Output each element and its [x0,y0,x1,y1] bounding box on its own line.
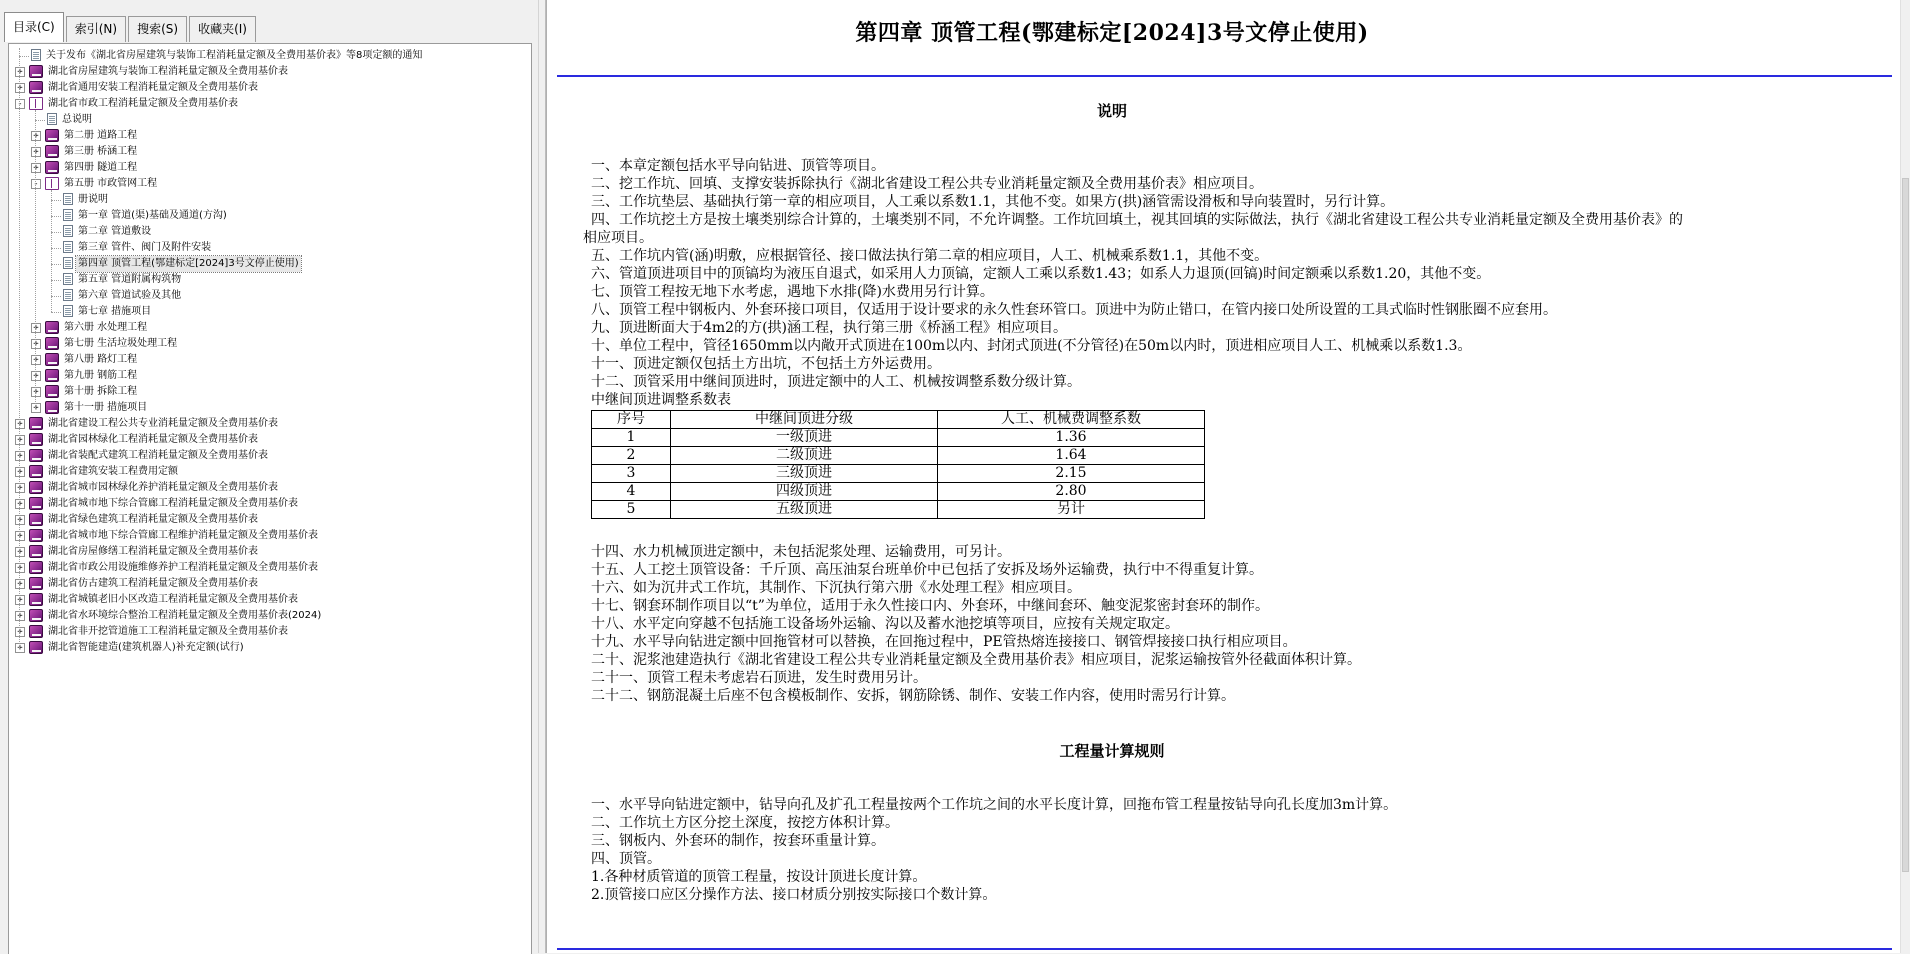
open-book-icon [29,97,43,110]
expand-icon[interactable]: + [15,579,25,589]
book-icon [45,321,59,334]
book-icon [29,65,43,78]
tree-node-label[interactable]: 湖北省房屋修缮工程消耗量定额及全费用基价表 [48,546,258,557]
book-icon [29,481,43,494]
tree-connector [51,264,61,265]
tree-node[interactable] [9,448,529,464]
tree-node-label[interactable]: 关于发布《湖北省房屋建筑与装饰工程消耗量定额及全费用基价表》等8项定额的通知 [46,50,423,61]
tree-node[interactable] [9,144,529,160]
collapse-icon[interactable]: - [31,179,41,189]
tree-node-label[interactable]: 第九册 钢筋工程 [64,370,138,381]
tree-node[interactable] [9,368,529,384]
expand-icon[interactable]: + [31,131,41,141]
tree-node[interactable] [9,512,529,528]
tree-node[interactable] [9,128,529,144]
table-cell: 五级顶进 [671,501,938,519]
expand-icon[interactable]: + [15,483,25,493]
tree-node[interactable] [9,48,529,64]
document-icon [63,209,73,221]
paragraph: 十四、水力机械顶进定额中，未包括泥浆处理、运输费用，可另计。 [591,544,1011,560]
navigation-pane [0,0,538,953]
book-icon [45,353,59,366]
tree-node-label[interactable]: 第八册 路灯工程 [64,354,138,365]
tree-node[interactable] [9,176,529,192]
tree-node-label[interactable]: 第三章 管件、阀门及附件安装 [78,242,212,253]
tree-node[interactable] [9,608,529,624]
paragraph: 六、管道顶进项目中的顶镐均为液压自退式，如采用人力顶镐，定额人工乘以系数1.43；如系人力退顶(回镐)时间定额乘以系数1.20，其他不变。 [591,266,1491,282]
book-icon [29,545,43,558]
tree-node[interactable] [9,320,529,336]
expand-icon[interactable]: + [15,531,25,541]
tree-connector [51,312,61,313]
tree-node[interactable] [9,464,529,480]
expand-icon[interactable]: + [15,67,25,77]
tree-node[interactable] [9,576,529,592]
tree-node[interactable] [9,208,529,224]
tree-node[interactable] [9,240,529,256]
tree-node-label[interactable]: 册说明 [78,194,108,205]
expand-icon[interactable]: + [31,339,41,349]
tree-node[interactable] [9,160,529,176]
tree-node[interactable] [9,480,529,496]
paragraph: 十九、水平导向钻进定额中回拖管材可以替换，在回拖过程中，PE管热熔连接接口、钢管焊接接口执行相应项目。 [591,634,1297,650]
tree-node-label[interactable]: 第四册 隧道工程 [64,162,138,173]
tree-node[interactable] [9,352,529,368]
book-icon [45,369,59,382]
tree-node-label[interactable]: 第七册 生活垃圾处理工程 [64,338,178,349]
expand-icon[interactable]: + [15,643,25,653]
section-title-notes: 说明 [1096,102,1127,120]
expand-icon[interactable]: + [31,387,41,397]
paragraph: 十七、钢套环制作项目以“t”为单位，适用于永久性接口内、外套环，中继间套环、触变泥浆密封套环的制作。 [591,598,1269,614]
tree-node-label[interactable]: 湖北省水环境综合整治工程消耗量定额及全费用基价表(2024) [48,610,322,621]
tree-node-label[interactable]: 第三册 桥涵工程 [64,146,138,157]
table-cell: 1.36 [938,429,1205,447]
tree-node-label[interactable]: 第五章 管道附属构筑物 [78,274,182,285]
chapter-title: 第四章 顶管工程(鄂建标定[2024]3号文停止使用) [855,20,1369,46]
section-title-rules: 工程量计算规则 [1059,742,1165,760]
tree-node-label[interactable]: 第二册 道路工程 [64,130,138,141]
table-cell: 1.64 [938,447,1205,465]
tree-node[interactable] [9,224,529,240]
table-header: 人工、机械费调整系数 [938,411,1205,429]
paragraph: 二十、泥浆池建造执行《湖北省建设工程公共专业消耗量定额及全费用基价表》相应项目，泥浆运输按管外径截面体积计算。 [591,652,1361,668]
paragraph: 十八、水平定向穿越不包括施工设备场外运输、沟以及蓄水池挖填等项目，应按有关规定取定。 [591,616,1179,632]
paragraph: 四、顶管。 [591,851,661,867]
tree-node-label[interactable]: 第一章 管道(渠)基础及通道(方沟) [78,210,227,221]
pane-splitter[interactable] [538,0,546,953]
tree-node-label[interactable]: 湖北省城市园林绿化养护消耗量定额及全费用基价表 [48,482,278,493]
tree-node-label[interactable]: 第十册 拆除工程 [64,386,138,397]
table-cell: 三级顶进 [671,465,938,483]
tree-node-label[interactable]: 第四章 顶管工程(鄂建标定[2024]3号文停止使用) [76,256,301,272]
book-icon [45,337,59,350]
content-pane [546,0,1910,953]
tree-node[interactable] [9,304,529,320]
book-icon [29,641,43,654]
expand-icon[interactable]: + [15,435,25,445]
table-cell: 二级顶进 [671,447,938,465]
tree-node[interactable] [9,400,529,416]
tree-node[interactable] [9,624,529,640]
table-cell: 另计 [938,501,1205,519]
tree-node-label[interactable]: 湖北省市政工程消耗量定额及全费用基价表 [48,98,238,109]
tree-connector [35,110,36,408]
tree-node[interactable] [9,112,529,128]
book-icon [29,561,43,574]
tree-connector [51,248,61,249]
expand-icon[interactable]: + [31,147,41,157]
tree-node[interactable] [9,496,529,512]
expand-icon[interactable]: + [15,627,25,637]
paragraph: 二十二、钢筋混凝土后座不包含模板制作、安拆，钢筋除锈、制作、安装工作内容，使用时需另行计算。 [591,688,1235,704]
tree-node[interactable] [9,528,529,544]
relay-adjustment-table [591,410,1205,519]
book-icon [45,401,59,414]
table-cell: 一级顶进 [671,429,938,447]
paragraph: 三、钢板内、外套环的制作，按套环重量计算。 [591,833,885,849]
paragraph: 二、挖工作坑、回填、支撑安装拆除执行《湖北省建设工程公共专业消耗量定额及全费用基价表》相应项目。 [591,176,1263,192]
table-cell: 4 [592,483,671,501]
tree-node[interactable] [9,64,529,80]
table-cell: 2.15 [938,465,1205,483]
table-row [592,447,1205,465]
tab-contents[interactable]: 目录(C) [4,12,64,42]
title-divider [557,75,1892,77]
document-icon [31,49,41,61]
tree-node[interactable] [9,640,529,656]
table-cell: 3 [592,465,671,483]
expand-icon[interactable]: + [31,163,41,173]
expand-icon[interactable]: + [31,371,41,381]
document-icon [63,305,73,317]
document-icon [63,225,73,237]
paragraph: 十六、如为沉井式工作坑，其制作、下沉执行第六册《水处理工程》相应项目。 [591,580,1081,596]
book-icon [29,497,43,510]
tree-node[interactable] [9,384,529,400]
tree-connector [19,56,29,57]
tree-node[interactable] [9,288,529,304]
tree-node-label[interactable]: 湖北省非开挖管道施工工程消耗量定额及全费用基价表 [48,626,288,637]
scrollbar-thumb[interactable] [1902,178,1909,872]
tree-node-label[interactable]: 第十一册 措施项目 [64,402,148,413]
expand-icon[interactable]: + [15,499,25,509]
tree-node-label[interactable]: 湖北省园林绿化工程消耗量定额及全费用基价表 [48,434,258,445]
tab-index[interactable]: 索引(N) [66,16,126,42]
book-icon [29,417,43,430]
expand-icon[interactable]: + [31,355,41,365]
expand-icon[interactable]: + [15,515,25,525]
tree-node[interactable] [9,432,529,448]
book-icon [45,129,59,142]
table-cell: 5 [592,501,671,519]
expand-icon[interactable]: + [15,563,25,573]
tree-connector [19,48,20,648]
tree-connector [51,216,61,217]
tree-node[interactable] [9,416,529,432]
expand-icon[interactable]: + [15,451,25,461]
book-icon [29,81,43,94]
table-cell: 1 [592,429,671,447]
paragraph: 2.顶管接口应区分操作方法、接口材质分别按实际接口个数计算。 [591,887,997,903]
tree-node[interactable] [9,336,529,352]
tree-connector [51,200,61,201]
tree-node[interactable] [9,80,529,96]
document-view [547,0,1901,953]
document-icon [63,273,73,285]
book-icon [45,161,59,174]
bottom-divider [557,948,1892,950]
paragraph: 十一、顶进定额仅包括土方出坑，不包括土方外运费用。 [591,356,941,372]
tree-node-label[interactable]: 第六章 管道试验及其他 [78,290,182,301]
document-icon [63,241,73,253]
tree-node-label[interactable]: 湖北省仿古建筑工程消耗量定额及全费用基价表 [48,578,258,589]
book-icon [29,577,43,590]
vertical-scrollbar[interactable] [1900,0,1910,953]
book-icon [29,609,43,622]
paragraph: 一、本章定额包括水平导向钻进、顶管等项目。 [591,158,885,174]
table-header: 序号 [592,411,671,429]
tree-node[interactable] [9,560,529,576]
book-icon [29,593,43,606]
expand-icon[interactable]: + [31,403,41,413]
tab-favorites[interactable]: 收藏夹(I) [189,16,256,42]
tab-search[interactable]: 搜索(S) [128,16,187,42]
paragraph: 九、顶进断面大于4m2的方(拱)涵工程，执行第三册《桥涵工程》相应项目。 [591,320,1068,336]
table-row [592,465,1205,483]
tree-node-label[interactable]: 湖北省城市地下综合管廊工程消耗量定额及全费用基价表 [48,498,298,509]
contents-tree-panel [8,43,532,954]
paragraph: 二十一、顶管工程未考虑岩石顶进，发生时费用另计。 [591,670,927,686]
table-header-row [592,411,1205,429]
tree-connector [35,120,45,121]
collapse-icon[interactable]: - [15,99,25,109]
document-icon [47,113,57,125]
book-icon [29,625,43,638]
paragraph: 中继间顶进调整系数表 [591,392,731,408]
paragraph: 七、顶管工程按无地下水考虑，遇地下水排(降)水费用另行计算。 [591,284,994,300]
expand-icon[interactable]: + [15,419,25,429]
paragraph: 八、顶管工程中钢板内、外套环接口项目，仅适用于设计要求的永久性套环管口。顶进中为防止错口，在管内接口处所设置的工具式临时性钢胀圈不应套用。 [591,302,1557,318]
open-book-icon [45,177,59,190]
book-icon [45,145,59,158]
tree-node-label[interactable]: 第六册 水处理工程 [64,322,148,333]
expand-icon[interactable]: + [15,467,25,477]
paragraph: 四、工作坑挖土方是按土壤类别综合计算的，土壤类别不同，不允许调整。工作坑回填土，视其回填的实际做法，执行《湖北省建设工程公共专业消耗量定额及全费用基价表》的 [591,212,1683,228]
book-icon [29,529,43,542]
document-icon [63,193,73,205]
tree-node-label[interactable]: 总说明 [62,114,92,125]
tree-node-label[interactable]: 湖北省房屋建筑与装饰工程消耗量定额及全费用基价表 [48,66,288,77]
tree-node-label[interactable]: 第七章 措施项目 [78,306,152,317]
tree-node[interactable] [9,272,529,288]
document-icon [63,257,73,269]
paragraph: 五、工作坑内管(涵)明敷，应根据管径、接口做法执行第二章的相应项目，人工、机械乘系数1.1，其他不变。 [591,248,1269,264]
tree-node-label[interactable]: 湖北省通用安装工程消耗量定额及全费用基价表 [48,82,258,93]
table-row [592,429,1205,447]
book-icon [29,433,43,446]
nav-tabs [4,14,258,42]
paragraph: 三、工作坑垫层、基础执行第一章的相应项目，人工乘以系数1.1，其他不变。如果方(拱)涵管需设滑板和导向装置时，另行计算。 [591,194,1395,210]
expand-icon[interactable]: + [15,611,25,621]
tree-node-label[interactable]: 湖北省市政公用设施维修养护工程消耗量定额及全费用基价表 [48,562,318,573]
tree-node[interactable] [9,192,529,208]
expand-icon[interactable]: + [15,595,25,605]
tree-node-label[interactable]: 湖北省城镇老旧小区改造工程消耗量定额及全费用基价表 [48,594,298,605]
tree-node-label[interactable]: 湖北省建设工程公共专业消耗量定额及全费用基价表 [48,418,278,429]
book-icon [45,385,59,398]
paragraph: 一、水平导向钻进定额中，钻导向孔及扩孔工程量按两个工作坑之间的水平长度计算，回拖布管工程量按钻导向孔长度加3m计算。 [591,797,1398,813]
tree-node-label[interactable]: 湖北省建筑安装工程费用定额 [48,466,178,477]
tree-node-label[interactable]: 湖北省智能建造(建筑机器人)补充定额(试行) [48,642,244,653]
paragraph: 二、工作坑土方区分挖土深度，按挖方体积计算。 [591,815,899,831]
table-row [592,483,1205,501]
tree-node-label[interactable]: 湖北省绿色建筑工程消耗量定额及全费用基价表 [48,514,258,525]
book-icon [29,465,43,478]
paragraph: 十、单位工程中，管径1650mm以内敞开式顶进在100m以内、封闭式顶进(不分管径)在50m以内时，顶进相应项目人工、机械乘以系数1.3。 [591,338,1472,354]
tree-connector [51,296,61,297]
table-row [592,501,1205,519]
expand-icon[interactable]: + [15,83,25,93]
tree-node-label[interactable]: 第二章 管道敷设 [78,226,152,237]
tree-node-label[interactable]: 湖北省城市地下综合管廊工程维护消耗量定额及全费用基价表 [48,530,318,541]
tree-node-label[interactable]: 第五册 市政管网工程 [64,178,158,189]
paragraph: 1.各种材质管道的顶管工程量，按设计顶进长度计算。 [591,869,927,885]
tree-connector [51,190,52,312]
tree-connector [51,280,61,281]
book-icon [29,513,43,526]
tree-node[interactable] [9,256,529,272]
book-icon [29,449,43,462]
table-header: 中继间顶进分级 [671,411,938,429]
expand-icon[interactable]: + [15,547,25,557]
expand-icon[interactable]: + [31,323,41,333]
table-cell: 2 [592,447,671,465]
table-cell: 2.80 [938,483,1205,501]
tree-node[interactable] [9,544,529,560]
paragraph: 十五、人工挖土顶管设备：千斤顶、高压油泵台班单价中已包括了安拆及场外运输费，执行中不得重复计算。 [591,562,1263,578]
paragraph: 十二、顶管采用中继间顶进时，顶进定额中的人工、机械按调整系数分级计算。 [591,374,1081,390]
table-cell: 四级顶进 [671,483,938,501]
tree-connector [51,232,61,233]
document-icon [63,289,73,301]
paragraph: 相应项目。 [583,230,653,246]
tree-node-label[interactable]: 湖北省装配式建筑工程消耗量定额及全费用基价表 [48,450,268,461]
tree-node[interactable] [9,592,529,608]
tree-node[interactable] [9,96,529,112]
